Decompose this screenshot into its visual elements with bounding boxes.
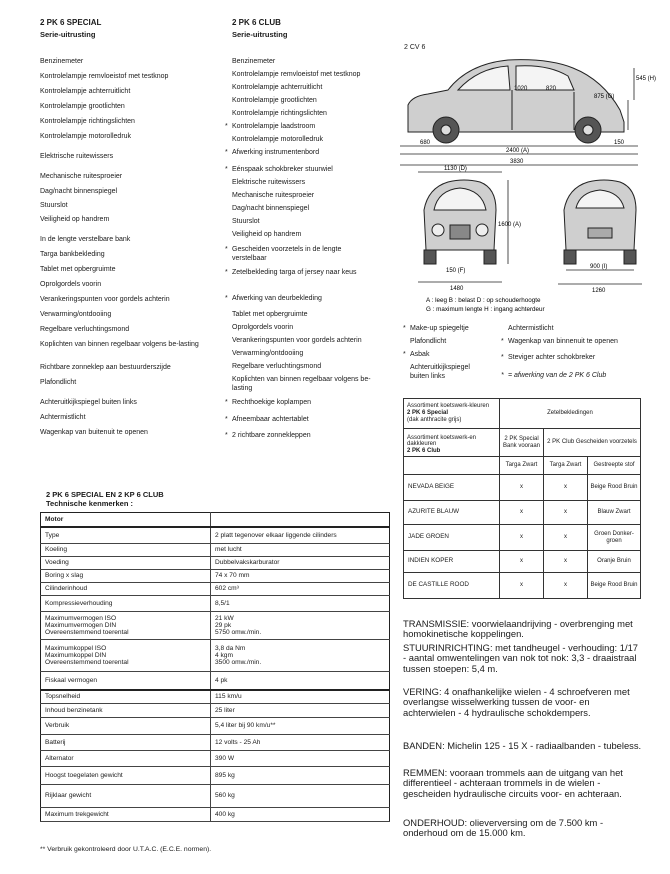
list-item: Richtbare zonneklep aan bestuurderszijde <box>40 364 171 371</box>
color-name: AZURITE BLAUW <box>404 501 500 525</box>
list-marker: * <box>501 354 504 361</box>
list-marker: * <box>225 432 228 439</box>
list-item: Kontrolelampje grootlichten <box>40 103 125 110</box>
dim-label: 1480 <box>450 286 464 292</box>
list-item: Oprolgordels voorin <box>40 281 102 288</box>
table-row <box>404 551 641 573</box>
color-name: INDIEN KOPER <box>404 551 500 573</box>
spec-value: 5,4 liter bij 90 km/u** <box>211 718 390 735</box>
dim-label: 2400 (A) <box>506 148 530 154</box>
list-item <box>225 246 377 263</box>
list-item-label: Elektrische ruitewissers <box>232 179 306 186</box>
table-row <box>41 767 390 785</box>
table-row <box>41 640 390 672</box>
list-item <box>225 123 316 132</box>
list-item-label: Afwerking instrumentenbord <box>232 149 320 156</box>
header-text: Assortiment koetswerk-en dakkleuren <box>407 434 477 448</box>
table-cell: x <box>500 501 544 525</box>
spec-value: 21 kW 29 pk 5750 omw./min. <box>211 612 390 640</box>
table-cell: Groen Donker-groen <box>588 525 641 551</box>
table-cell: Blauw Zwart <box>588 501 641 525</box>
list-item <box>501 338 618 347</box>
table-cell: x <box>544 573 588 599</box>
table-row <box>41 672 390 690</box>
table-row <box>41 612 390 640</box>
spec-label: Inhoud benzinetank <box>41 704 211 718</box>
table-row <box>41 718 390 735</box>
list-item <box>232 192 314 201</box>
table-row <box>41 513 390 527</box>
diagram-legend-line-2: G : maximum lengte H : ingang achterdeur <box>426 306 545 313</box>
table-row <box>41 704 390 718</box>
dim-label: 680 <box>420 140 431 146</box>
spec-label: Verbruik <box>41 718 211 735</box>
list-marker: * <box>403 325 406 332</box>
paragraph-onderhoud: ONDERHOUD: olieverversing om de 7.500 km - onderhoud om de 15.000 km. <box>403 817 604 839</box>
table-row <box>41 557 390 570</box>
spec-value: 74 x 70 mm <box>211 570 390 583</box>
table-row <box>41 751 390 767</box>
list-marker: * <box>225 416 228 423</box>
list-item-label: Stuurslot <box>232 218 260 225</box>
list-item-label: Afwerking van deurbekleding <box>232 295 322 302</box>
list-item-label: Zetelbekleding targa of jersey naar keus <box>232 269 357 276</box>
list-item: Verankeringspunten voor gordels achterin <box>40 296 170 303</box>
table-row <box>41 583 390 596</box>
spec-label: Koeling <box>41 544 211 557</box>
table-cell: x <box>544 525 588 551</box>
list-item: Kontrolelampje achterruitlicht <box>40 88 131 95</box>
dim-label: 820 <box>546 86 557 92</box>
list-item: Regelbare verluchtingsmond <box>40 326 130 333</box>
list-item-label: Veiligheid op handrem <box>232 231 302 238</box>
table-cell: x <box>500 475 544 501</box>
list-item: Stuurslot <box>40 202 68 209</box>
list-item-label: Kontrolelampje laadstroom <box>232 123 316 130</box>
left-subtitle: Serie-uitrusting <box>40 30 96 39</box>
table-row <box>41 570 390 583</box>
table-row <box>404 501 641 525</box>
list-item: Elektrische ruitewissers <box>40 153 114 160</box>
spec-label: Maximum trekgewicht <box>41 808 211 822</box>
list-item-label: Kontrolelampje remvloeistof met testknop <box>232 71 361 78</box>
list-item <box>225 149 320 158</box>
list-marker: * <box>225 123 228 130</box>
table-header-cell: Gestreepte stof <box>588 457 641 475</box>
color-name: DE CASTILLE ROOD <box>404 573 500 599</box>
table-header-cell: Targa Zwart <box>500 457 544 475</box>
list-item-label: Kontrolelampje grootlichten <box>232 97 317 104</box>
list-marker: * <box>225 246 228 253</box>
header-text: Assortiment koetswerk-kleuren <box>407 403 490 410</box>
list-marker: * <box>501 338 504 345</box>
list-item <box>225 399 311 408</box>
list-item: Kontrolelampje motorolledruk <box>40 133 132 140</box>
list-item: Kontrolelampje remvloeistof met testknop <box>40 73 169 80</box>
diagram-legend-line-1: A : leeg B : belast D : op schouderhoogte <box>426 297 541 304</box>
spec-value: 12 volts - 25 Ah <box>211 735 390 751</box>
spec-label: Type <box>41 527 211 544</box>
dim-label: 1020 <box>514 86 528 92</box>
list-item: Achteruitkijkspiegel buiten links <box>40 399 137 406</box>
list-item <box>232 231 301 240</box>
spec-label: Kompressieverhouding <box>41 596 211 612</box>
list-item <box>232 376 382 393</box>
list-item <box>508 325 554 334</box>
list-item-label: Steviger achter schokbreker <box>508 354 596 361</box>
list-item: Tablet met opbergruimte <box>40 266 116 273</box>
list-item-label: Verwarming/ontdooiing <box>232 350 304 357</box>
table-header-cell <box>404 399 500 429</box>
specs-table <box>40 512 390 822</box>
table-row <box>41 596 390 612</box>
table-header-cell: Zetelbekledingen <box>500 399 641 429</box>
list-item <box>232 58 275 67</box>
mid-model-title: 2 PK 6 CLUB <box>232 18 281 27</box>
list-item: In de lengte verstelbare bank <box>40 236 131 243</box>
dim-label: 1130 (D) <box>444 166 467 172</box>
list-item <box>225 432 311 441</box>
list-item <box>225 166 333 175</box>
list-item <box>232 363 321 372</box>
list-item <box>232 311 307 320</box>
specs-subtitle: Technische kenmerken : <box>46 499 133 508</box>
list-item: Veiligheid op handrem <box>40 216 110 223</box>
table-cell: Beige Rood Bruin <box>588 475 641 501</box>
list-item-label: Afneembaar achtertablet <box>232 416 309 423</box>
list-marker: * <box>501 372 504 379</box>
dim-label: 150 <box>614 140 625 146</box>
list-item-label: Kontrolelampje motorolledruk <box>232 136 324 143</box>
header-text: 2 PK 6 Club <box>407 448 441 455</box>
list-item <box>403 351 430 360</box>
list-item <box>232 324 293 333</box>
color-name: NEVADA BEIGE <box>404 475 500 501</box>
list-item-label: Plafondlicht <box>410 338 447 345</box>
table-row <box>41 735 390 751</box>
list-item <box>501 354 596 363</box>
list-item <box>232 337 362 346</box>
list-marker: * <box>225 295 228 302</box>
color-name: JADE GROEN <box>404 525 500 551</box>
list-marker: * <box>403 351 406 358</box>
table-cell: x <box>500 551 544 573</box>
diagram-title: 2 CV 6 <box>404 44 426 51</box>
spec-value: 3,8 da Nm 4 kgm 3500 omw./min. <box>211 640 390 672</box>
list-item <box>232 205 309 214</box>
spec-label: Batterij <box>41 735 211 751</box>
table-cell: x <box>544 501 588 525</box>
dim-label: 545 (H) <box>636 76 657 82</box>
spec-label: Maximumkoppel ISO Maximumkoppel DIN Overeenstemmend toerental <box>41 640 211 672</box>
table-row <box>404 573 641 599</box>
spec-label: Maximumvermogen ISO Maximumvermogen DIN Overeenstemmend toerental <box>41 612 211 640</box>
table-header-cell <box>404 457 500 475</box>
table-cell: x <box>500 573 544 599</box>
list-item-label: Rechthoekige koplampen <box>232 399 311 406</box>
table-row <box>41 544 390 557</box>
paragraph-remmen: REMMEN: vooraan trommels aan de uitgang van het differentieel - achteraan trommels in de wielen - gescheiden hydraulische circuits voor- en achteraan. <box>403 767 623 799</box>
list-item-label: Wagenkap van binnenuit te openen <box>508 338 618 345</box>
list-item: Achtermistlicht <box>40 414 86 421</box>
paragraph-banden: BANDEN: Michelin 125 - 15 X - radiaalbanden - tubeless. <box>403 740 642 751</box>
list-item-label: = afwerking van de 2 PK 6 Club <box>508 372 607 379</box>
spec-label: Motor <box>41 513 211 527</box>
spec-label: Topsnelheid <box>41 690 211 704</box>
spec-label: Alternator <box>41 751 211 767</box>
dim-label: 1600 (A) <box>498 222 522 228</box>
table-header-cell: 2 PK Club Gescheiden voorzetels <box>544 429 641 457</box>
table-cell: Oranje Bruin <box>588 551 641 573</box>
list-item-label: Mechanische ruitesproeier <box>232 192 315 199</box>
list-item <box>232 136 323 145</box>
spec-value <box>211 513 390 527</box>
list-item-label: Kontrolelampje achterruitlicht <box>232 84 323 91</box>
list-item <box>225 416 309 425</box>
list-marker: * <box>225 399 228 406</box>
paragraph-vering: VERING: 4 onafhankelijke wielen - 4 schroefveren met overlangse wisselwerking tussen de voor- en achterwielen - 4 hydraulische schokdempers. <box>403 686 630 718</box>
mid-subtitle: Serie-uitrusting <box>232 30 288 39</box>
list-item: Mechanische ruitesproeier <box>40 173 123 180</box>
list-marker: * <box>225 149 228 156</box>
table-cell: x <box>500 525 544 551</box>
spec-label: Boring x slag <box>41 570 211 583</box>
dim-label: 875 (G) <box>594 94 615 100</box>
list-item: Plafondlicht <box>40 379 77 386</box>
list-marker: * <box>225 166 228 173</box>
table-row <box>404 475 641 501</box>
table-header-cell: 2 PK Special Bank vooraan <box>500 429 544 457</box>
list-item: Dag/nacht binnenspiegel <box>40 188 118 195</box>
paragraph-transmissie: TRANSMISSIE: voorwielaandrijving - overbrenging met homokinetische koppelingen. <box>403 618 633 640</box>
table-row <box>41 690 390 704</box>
paragraph-stuurinrichting: STUURINRICHTING: met tandheugel - verhouding: 1/17 - aantal omwentelingen van nok tot nok: 3,3 - draaistraal tussen stoepen: 5,4 m. <box>403 642 638 674</box>
spec-value: 400 kg <box>211 808 390 822</box>
spec-value: 2 platt tegenover elkaar liggende cilinders <box>211 527 390 544</box>
list-item <box>232 179 305 188</box>
list-item: Benzinemeter <box>40 58 84 65</box>
table-row <box>404 525 641 551</box>
table-row <box>41 785 390 808</box>
spec-value: 115 km/u <box>211 690 390 704</box>
dim-label: 3830 <box>510 159 524 165</box>
list-item-label: Tablet met opbergruimte <box>232 311 308 318</box>
list-item <box>232 84 322 93</box>
list-item <box>232 218 260 227</box>
list-item: Targa bankbekleding <box>40 251 105 258</box>
specs-title: 2 PK 6 SPECIAL EN 2 KP 6 CLUB <box>46 490 164 499</box>
footnote: ** Verbruik gekontroleerd door U.T.A.C. (E.C.E. normen). <box>40 846 212 853</box>
list-item-label: 2 richtbare zonnekleppen <box>232 432 311 439</box>
car-rear-view <box>564 180 636 264</box>
table-cell: x <box>544 475 588 501</box>
spec-label: Fiskaal vermogen <box>41 672 211 690</box>
list-item-label: Koplichten van binnen regelbaar volgens be-lasting <box>232 376 371 392</box>
spec-label: Voeding <box>41 557 211 570</box>
table-cell: Beige Rood Bruin <box>588 573 641 599</box>
spec-value: 25 liter <box>211 704 390 718</box>
table-row <box>41 808 390 822</box>
list-item-label: Regelbare verluchtingsmond <box>232 363 322 370</box>
header-text: (dak anthracite grijs) <box>407 416 462 423</box>
list-item <box>501 372 607 381</box>
spec-value: 602 cm³ <box>211 583 390 596</box>
dim-label: 150 (F) <box>446 268 466 274</box>
list-item: Verwarming/ontdooiing <box>40 311 112 318</box>
dim-label: 1260 <box>592 288 606 294</box>
car-front-view <box>424 180 496 264</box>
list-item <box>232 110 327 119</box>
list-item <box>232 350 303 359</box>
spec-label: Rijklaar gewicht <box>41 785 211 808</box>
table-row <box>41 527 390 544</box>
spec-value: 560 kg <box>211 785 390 808</box>
list-item <box>403 325 469 334</box>
list-item-label: Dag/nacht binnenspiegel <box>232 205 310 212</box>
list-item-label: Achtermistlicht <box>508 325 554 332</box>
list-item <box>225 269 362 278</box>
list-item-label: Achteruitkijkspiegel buiten links <box>410 364 470 380</box>
list-item-label: Oprolgordels voorin <box>232 324 294 331</box>
list-item-label: Gescheiden voorzetels in de lengte verstelbaar <box>232 246 342 262</box>
table-header-cell <box>404 429 500 457</box>
color-upholstery-table <box>403 398 641 599</box>
list-item-label: Make-up spiegeltje <box>410 325 469 332</box>
spec-label: Hoogst toegelaten gewicht <box>41 767 211 785</box>
list-item <box>232 97 317 106</box>
dim-label: 900 (I) <box>590 264 608 270</box>
list-item <box>232 71 360 80</box>
spec-value: met lucht <box>211 544 390 557</box>
list-item <box>410 364 485 381</box>
spec-value: 8,5/1 <box>211 596 390 612</box>
list-item-label: Benzinemeter <box>232 58 276 65</box>
header-text: 2 PK 6 Special <box>407 410 449 417</box>
table-cell: x <box>544 551 588 573</box>
list-item-label: Verankeringspunten voor gordels achterin <box>232 337 362 344</box>
spec-value: 4 pk <box>211 672 390 690</box>
list-item: Kontrolelampje richtingslichten <box>40 118 135 125</box>
spec-value: 390 W <box>211 751 390 767</box>
list-item-label: Asbak <box>410 351 430 358</box>
spec-label: Cilinderinhoud <box>41 583 211 596</box>
list-item: Koplichten van binnen regelbaar volgens be-lasting <box>40 341 199 348</box>
list-item-label: Eénspaak schokbreker stuurwiel <box>232 166 333 173</box>
car-side-view <box>408 60 624 143</box>
list-item: Wagenkap van buitenuit te openen <box>40 429 148 436</box>
left-model-title: 2 PK 6 SPECIAL <box>40 18 102 27</box>
list-marker: * <box>225 269 228 276</box>
list-item <box>225 295 322 304</box>
table-header-cell: Targa Zwart <box>544 457 588 475</box>
list-item-label: Kontrolelampje richtingslichten <box>232 110 327 117</box>
spec-value: 895 kg <box>211 767 390 785</box>
list-item <box>410 338 446 347</box>
spec-value: Dubbelvakskarburator <box>211 557 390 570</box>
